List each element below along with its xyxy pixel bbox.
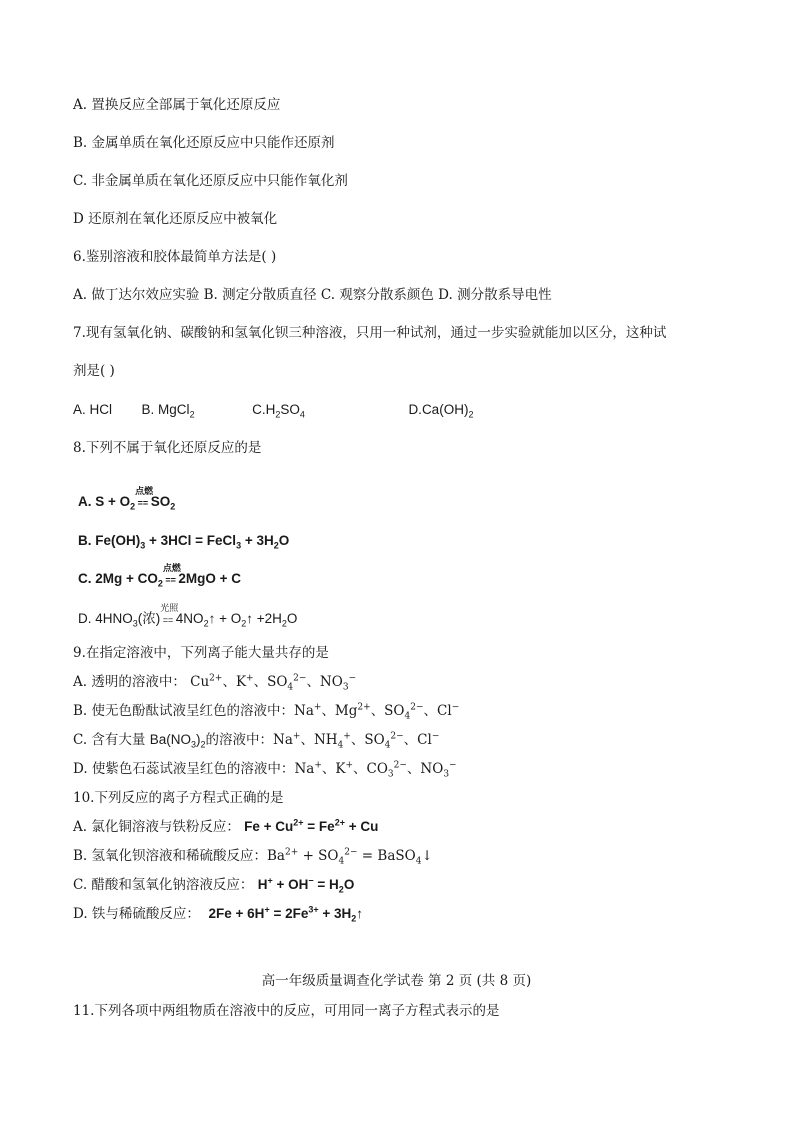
- q9-option-d: D. 使紫色石蕊试液呈红色的溶液中：Na+、K+、$CO_3^{2-}$、$NO_3^-$: [73, 760, 457, 780]
- q6-stem: 6.鉴别溶液和胶体最简单方法是( ): [73, 249, 277, 265]
- q9-option-c: C. 含有大量 $Ba(NO_3)_2$的溶液中：Na+、$NH_4^+$、$SO_4^{2-}$、Cl−: [73, 731, 440, 751]
- q10-stem: 10.下列反应的离子方程式正确的是: [73, 790, 284, 806]
- q9-option-b: B. 使无色酚酞试液呈红色的溶液中：Na+、$Mg^{2+}$、$SO_4^{2-}$、Cl−: [73, 702, 460, 722]
- page-footer: 高一年级质量调查化学试卷 第 2 页 (共 8 页): [261, 973, 532, 989]
- q8-stem: 8.下列不属于氧化还原反应的是: [73, 440, 262, 456]
- q8-option-d: D. $4HNO_3$(浓) 光照 == $4NO_2↑$ + $O_2↑ +2H_2O$: [78, 603, 298, 629]
- q7-stem-line1: 7.现有氢氧化钠、碳酸钠和氢氧化钡三种溶液，只用一种试剂，通过一步实验就能加以区分，这种试: [73, 325, 667, 341]
- q8-option-c: C. $2Mg + CO_2$ 点燃 == 2MgO + C: [78, 563, 242, 589]
- q7-options: [73, 401, 473, 419]
- q9-option-a: A. 透明的溶液中： $Cu^{2+}$、K+、$SO_4^{2-}$、$NO_3^-$: [73, 673, 357, 693]
- q10-option-c: C. 醋酸和氢氧化钠溶液反应： $H^+ + OH^- = H_2O$: [73, 875, 355, 895]
- q7-option-b: B. MgCl$_2$: [141, 402, 195, 420]
- q5-option-d: D 还原剂在氧化还原反应中被氧化: [73, 211, 278, 227]
- q10-option-b: B. 氢氧化钡溶液和稀硫酸反应：$Ba^{2+} + SO_4^{2-}$ = BaSO$_4$↓: [73, 847, 433, 867]
- q7-stem-line2: 剂是( ): [73, 363, 115, 379]
- q6-options: A. 做丁达尔效应实验 B. 测定分散质直径 C. 观察分散系颜色 D. 测分散系导电性: [73, 287, 552, 303]
- q5-option-a: A. 置换反应全部属于氧化还原反应: [73, 97, 281, 113]
- q5-option-c: C. 非金属单质在氧化还原反应中只能作氧化剂: [73, 173, 348, 189]
- q11-stem: 11.下列各项中两组物质在溶液中的反应，可用同一离子方程式表示的是: [73, 1003, 500, 1019]
- q8-option-a: A. $S + O_2$ 点燃 == $SO_2$: [78, 486, 176, 512]
- q8-option-b: B. $Fe(OH)_3 + 3HCl$ = FeCl$_3$ + $3H_2O$: [78, 533, 290, 551]
- q7-option-a: A. HCl: [73, 402, 113, 417]
- q10-option-d: D. 铁与稀硫酸反应： $2Fe + 6H^+ = 2Fe^{3+}$ + $3H_2↑$: [73, 904, 364, 924]
- q5-option-b: B. 金属单质在氧化还原反应中只能作还原剂: [73, 135, 335, 151]
- q9-stem: 9.在指定溶液中，下列离子能大量共存的是: [73, 645, 329, 661]
- q7-option-d: $D.Ca(OH)_2$: [408, 402, 474, 420]
- q10-option-a: A. 氯化铜溶液与铁粉反应： $Fe + Cu^{2+} = Fe^{2+} + Cu$: [73, 817, 379, 835]
- q7-option-c: $C.H_2SO_4$: [252, 402, 305, 420]
